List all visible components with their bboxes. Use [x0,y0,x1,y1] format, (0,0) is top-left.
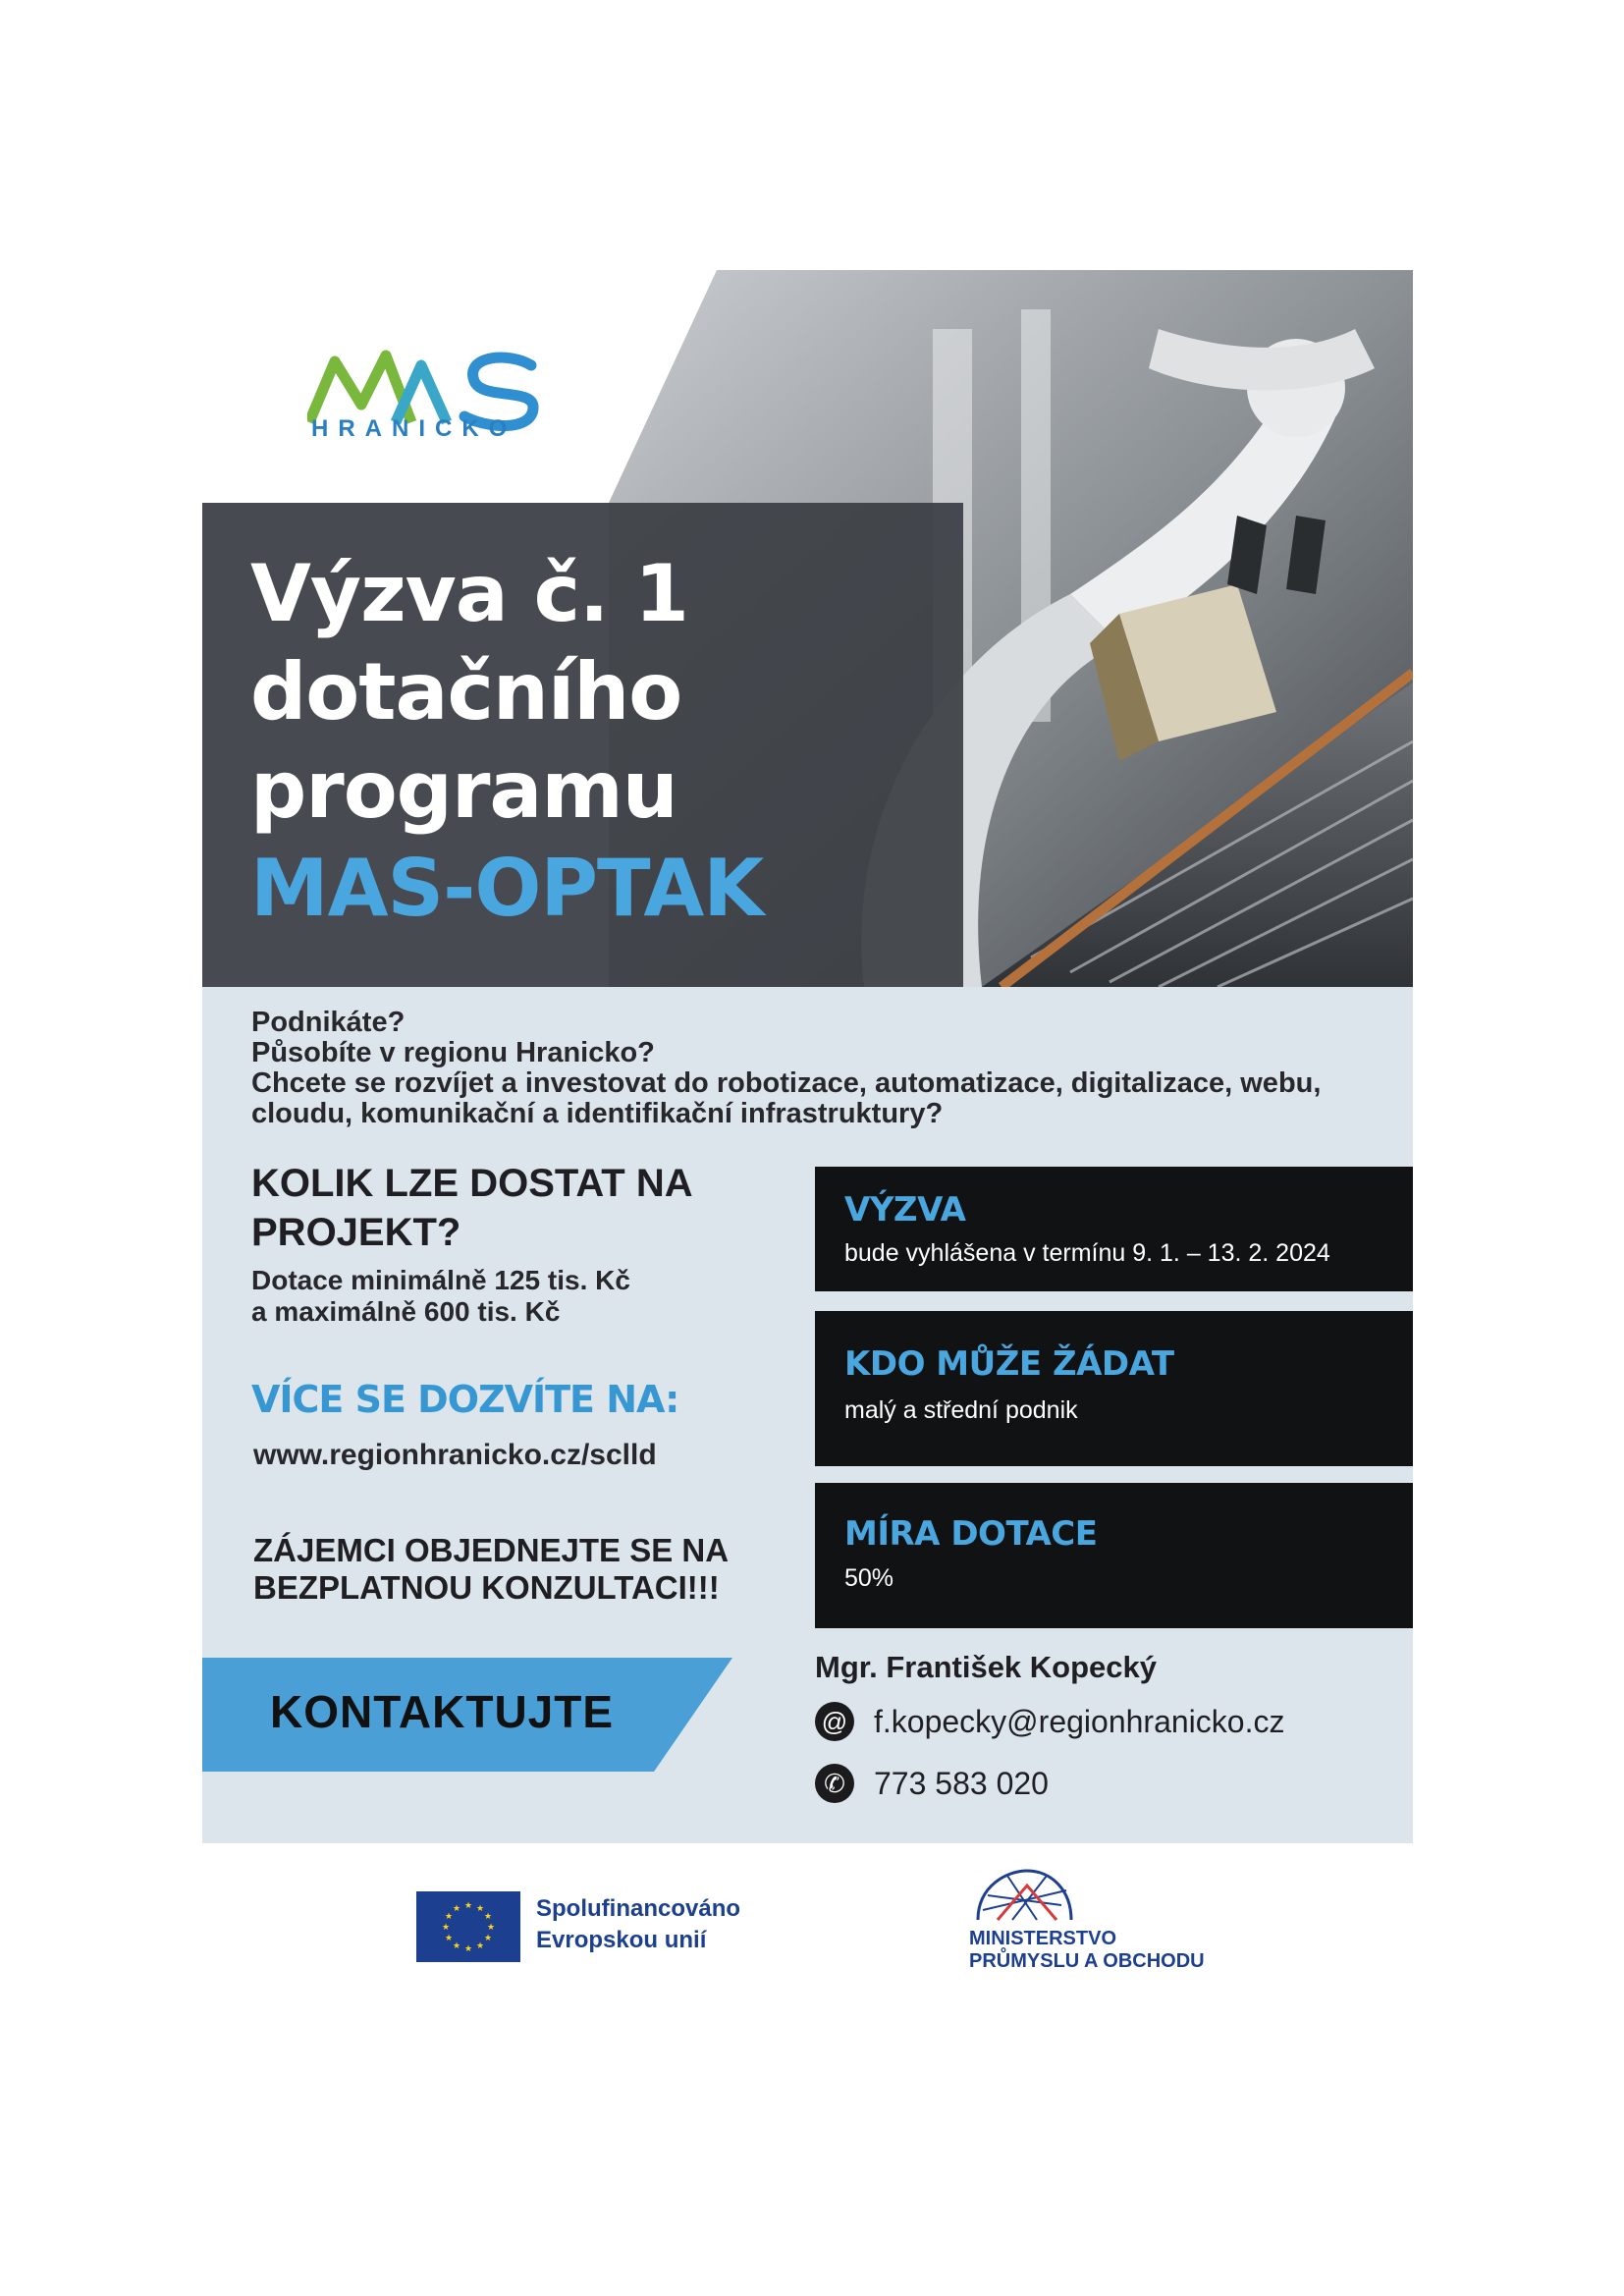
title-line-4: MAS-OPTAK [250,843,764,934]
info-box-mira [815,1483,1413,1628]
svg-text:★: ★ [444,1912,454,1922]
svg-text:★: ★ [463,1901,473,1911]
eu-flag-icon [416,1891,520,1962]
contact-email[interactable]: f.kopecky@regionhranicko.cz [874,1703,1285,1739]
mpo-line-2: PRŮMYSLU A OBCHODU [969,1950,1205,1972]
info-box-title: MÍRA DOTACE [844,1514,1098,1554]
ministry-text [969,1928,1205,1973]
phone-icon: ✆ [815,1764,854,1803]
mpo-logo-icon [968,1866,1076,1925]
intro-line-1: Podnikáte? [251,1007,406,1038]
contact-phone[interactable]: 773 583 020 [874,1765,1049,1801]
eu-cofinancing-text [536,1893,740,1956]
kolik-line-2: a maximálně 600 tis. Kč [251,1296,561,1327]
mpo-line-1: MINISTERSTVO [969,1928,1117,1949]
kolik-amount [251,1265,703,1328]
consultation-text [253,1532,803,1607]
svg-text:★: ★ [483,1912,493,1922]
at-icon: @ [815,1702,854,1741]
intro-line-4: cloudu, komunikační a identifikační infrastruktury? [251,1098,944,1129]
title-line-1: Výzva č. 1 [250,548,688,639]
intro-text [251,1008,1321,1129]
info-box-title: KDO MŮŽE ŽÁDAT [844,1344,1174,1384]
svg-text:★: ★ [441,1923,451,1933]
svg-text:★: ★ [483,1934,493,1943]
kolik-line-1: Dotace minimálně 125 tis. Kč [251,1265,630,1295]
info-box-kdo [815,1311,1413,1466]
svg-text:★: ★ [452,1941,461,1951]
svg-text:★: ★ [475,1941,485,1951]
intro-line-2: Působíte v regionu Hranicko? [251,1037,655,1068]
info-box-text: bude vyhlášena v termínu 9. 1. – 13. 2. 2024 [844,1239,1330,1267]
contact-email-row[interactable] [815,1702,1284,1741]
svg-text:★: ★ [475,1904,485,1914]
more-info-heading: VÍCE SE DOZVÍTE NA: [251,1378,679,1421]
intro-line-3: Chcete se rozvíjet a investovat do robotizace, automatizace, digitalizace, webu, [251,1067,1322,1099]
kolik-heading: KOLIK LZE DOSTAT NA PROJEKT? [251,1162,692,1254]
interest-line-2: BEZPLATNOU KONZULTACI!!! [253,1569,720,1606]
logo-subtitle: HRANICKO [311,415,517,442]
contact-button[interactable]: KONTAKTUJTE [270,1686,615,1737]
info-box-text: malý a střední podnik [844,1396,1078,1424]
eu-line-2: Evropskou unií [536,1927,707,1953]
website-link[interactable]: www.regionhranicko.cz/sclld [253,1439,657,1471]
contact-phone-row[interactable] [815,1764,1049,1803]
svg-text:★: ★ [444,1934,454,1943]
svg-text:★: ★ [486,1923,496,1933]
title-line-3: programu [250,744,677,836]
eu-line-1: Spolufinancováno [536,1895,741,1922]
svg-text:★: ★ [463,1944,473,1954]
info-box-vyzva [815,1167,1413,1291]
page-title [250,545,763,938]
contact-name: Mgr. František Kopecký [815,1650,1158,1684]
title-line-2: dotačního [250,646,682,738]
interest-line-1: ZÁJEMCI OBJEDNEJTE SE NA [253,1532,730,1568]
svg-text:★: ★ [452,1904,461,1914]
info-box-title: VÝZVA [844,1190,966,1230]
info-box-text: 50% [844,1564,894,1592]
